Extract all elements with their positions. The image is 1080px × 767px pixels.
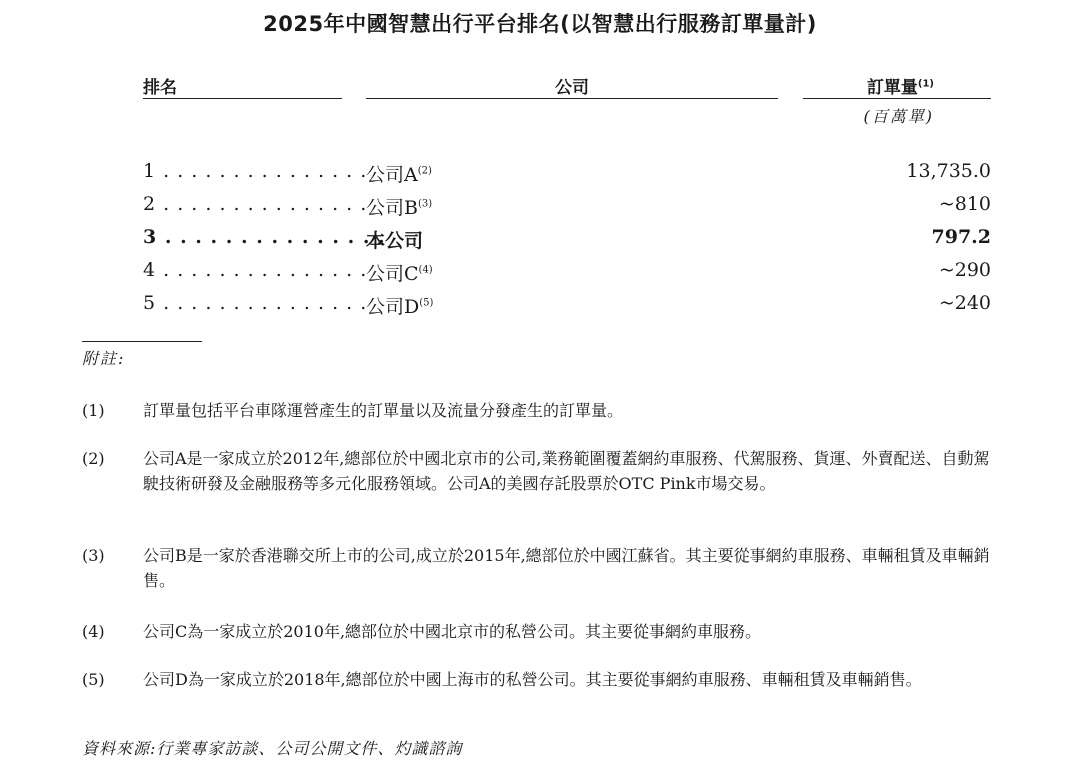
company-column-rule — [366, 98, 778, 99]
footnote-ref: (5) — [419, 297, 434, 309]
table-row — [0, 292, 1080, 322]
company-name: 公司D — [366, 296, 420, 318]
rank-cell: 4 . . . . . . . . . . . . . . . — [143, 259, 368, 281]
header-rank: 排名 — [143, 78, 177, 98]
orders-value: ~290 — [938, 259, 991, 281]
company-cell — [366, 292, 433, 319]
footnote-number: (4) — [82, 622, 105, 641]
footnote-text: 訂單量包括平台車隊運營產生的訂單量以及流量分發產生的訂單量。 — [143, 401, 624, 420]
company-name: 公司A — [366, 164, 418, 186]
unit-label: (百萬單) — [863, 107, 934, 126]
rank-cell: 3 . . . . . . . . . . . . . . . — [143, 226, 386, 248]
notes-divider — [82, 341, 202, 342]
footnote-number: (2) — [82, 449, 105, 468]
footnote-text: 公司A是一家成立於2012年,總部位於中國北京市的公司,業務範圍覆蓋網約車服務、代駕服務、貨運、外賣配送、自動駕駛技術研發及金融服務等多元化服務領域。公司A的美國存託股票於OTC Pink市場交易。 — [143, 449, 990, 493]
header-orders — [867, 73, 934, 98]
company-name: 本公司 — [366, 230, 424, 252]
header-orders-label: 訂單量 — [866, 78, 918, 98]
source-note: 資料來源:行業專家訪談、公司公開文件、灼識諮詢 — [82, 739, 463, 758]
footnote-number: (3) — [82, 546, 105, 565]
footnote-ref: (3) — [417, 198, 433, 210]
document-title: 2025年中國智慧出行平台排名(以智慧出行服務訂單量計) — [263, 12, 817, 36]
company-name: 公司C — [366, 263, 419, 285]
company-name: 公司B — [366, 197, 418, 219]
orders-column-rule — [803, 98, 991, 99]
rank-cell: 5 . . . . . . . . . . . . . . . — [143, 292, 368, 314]
orders-value: ~240 — [938, 292, 991, 314]
footnote-text: 公司C為一家成立於2010年,總部位於中國北京市的私營公司。其主要從事網約車服務。 — [143, 622, 762, 641]
company-cell — [366, 259, 433, 286]
table-row — [0, 193, 1080, 223]
footnote-text: 公司D為一家成立於2018年,總部位於中國上海市的私營公司。其主要從事網約車服務、車輛租賃及車輛銷售。 — [143, 670, 922, 689]
rank-cell: 1 . . . . . . . . . . . . . . . — [143, 160, 368, 182]
footnote-ref: (2) — [417, 165, 432, 177]
footnote-number: (1) — [82, 401, 105, 420]
company-cell — [366, 160, 432, 187]
orders-value: 13,735.0 — [906, 160, 991, 182]
header-orders-note: (1) — [917, 78, 934, 90]
rank-cell: 2 . . . . . . . . . . . . . . . — [143, 193, 368, 215]
footnote-text: 公司B是一家於香港聯交所上市的公司,成立於2015年,總部位於中國江蘇省。其主要從事網約車服務、車輛租賃及車輛銷售。 — [143, 546, 990, 590]
table-row — [0, 259, 1080, 289]
orders-value: 797.2 — [931, 226, 991, 248]
table-row-highlight — [0, 226, 1080, 256]
company-cell — [366, 226, 423, 253]
footnote-ref: (4) — [418, 264, 433, 276]
orders-value: ~810 — [938, 193, 991, 215]
rank-column-rule — [143, 98, 342, 99]
table-row — [0, 160, 1080, 190]
notes-title: 附註: — [82, 349, 126, 368]
header-company: 公司 — [555, 78, 589, 98]
company-cell — [366, 193, 432, 220]
footnote-number: (5) — [82, 670, 105, 689]
